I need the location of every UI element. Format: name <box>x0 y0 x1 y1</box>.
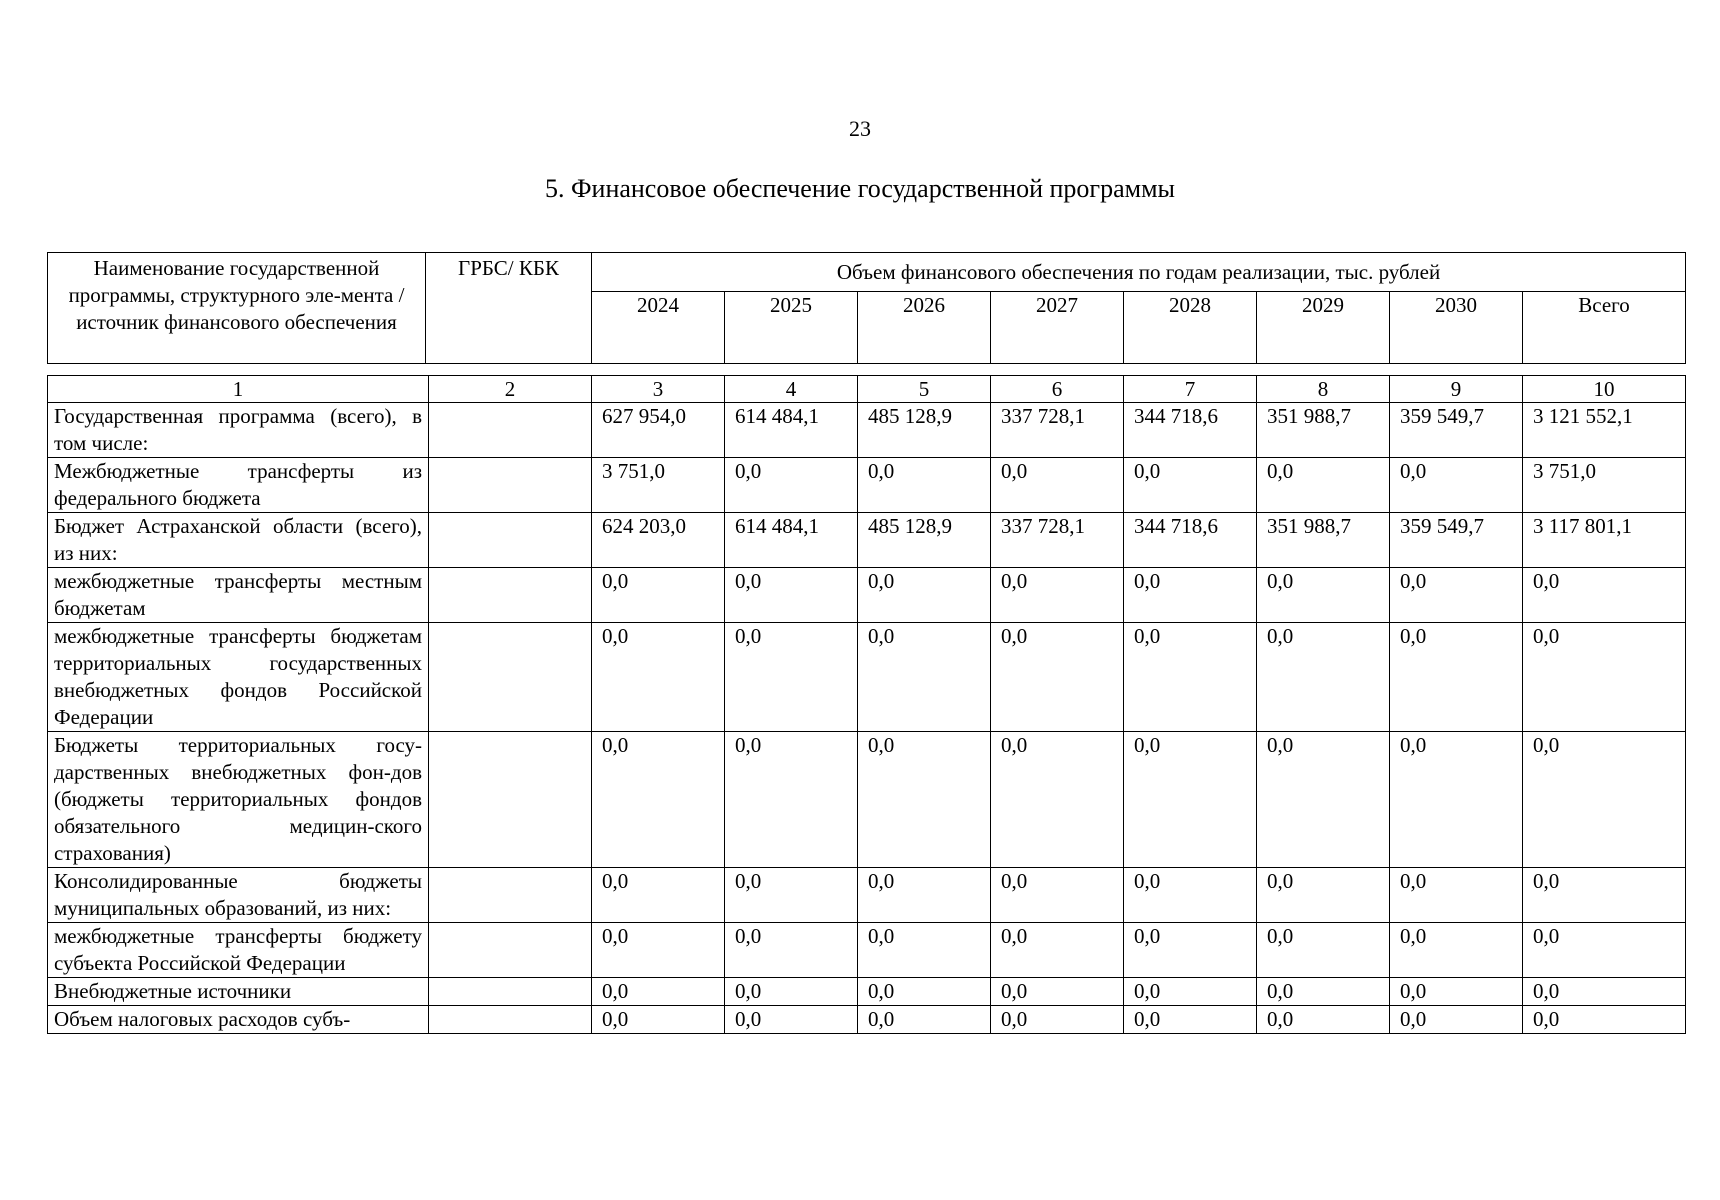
table-row <box>48 458 1686 513</box>
column-number: 2 <box>429 376 592 403</box>
row-year-value: 0,0 <box>858 868 991 923</box>
column-number-row <box>48 376 1686 403</box>
row-year-value: 0,0 <box>991 923 1124 978</box>
row-year-value: 0,0 <box>1257 1006 1390 1034</box>
row-year-value: 0,0 <box>592 868 725 923</box>
row-year-value: 351 988,7 <box>1257 513 1390 568</box>
row-name: Межбюджетные трансферты из федерального бюджета <box>48 458 429 513</box>
row-year-value: 0,0 <box>1257 458 1390 513</box>
row-year-value: 359 549,7 <box>1390 513 1523 568</box>
year-header: 2029 <box>1257 292 1390 364</box>
row-year-value: 0,0 <box>858 458 991 513</box>
row-year-value: 0,0 <box>1390 978 1523 1006</box>
row-year-value: 485 128,9 <box>858 403 991 458</box>
row-year-value: 0,0 <box>1390 1006 1523 1034</box>
row-grbs <box>429 923 592 978</box>
row-year-value: 0,0 <box>725 732 858 868</box>
row-year-value: 0,0 <box>725 568 858 623</box>
row-total-value: 0,0 <box>1523 732 1686 868</box>
row-year-value: 0,0 <box>991 568 1124 623</box>
row-grbs <box>429 568 592 623</box>
row-year-value: 344 718,6 <box>1124 513 1257 568</box>
row-total-value: 0,0 <box>1523 868 1686 923</box>
row-year-value: 0,0 <box>725 923 858 978</box>
row-grbs <box>429 403 592 458</box>
row-grbs <box>429 1006 592 1034</box>
row-year-value: 0,0 <box>1257 568 1390 623</box>
row-year-value: 614 484,1 <box>725 513 858 568</box>
row-year-value: 0,0 <box>725 978 858 1006</box>
section-title: 5. Финансовое обеспечение государственной программы <box>544 174 1176 203</box>
column-number: 10 <box>1523 376 1686 403</box>
row-total-value: 3 117 801,1 <box>1523 513 1686 568</box>
row-year-value: 0,0 <box>1124 732 1257 868</box>
column-number: 6 <box>991 376 1124 403</box>
column-number: 1 <box>48 376 429 403</box>
row-year-value: 0,0 <box>592 1006 725 1034</box>
row-year-value: 0,0 <box>1390 732 1523 868</box>
column-header-name: Наименование государственной программы, структурного эле-мента / источник финансового обеспечения <box>48 253 426 364</box>
row-year-value: 0,0 <box>725 458 858 513</box>
row-year-value: 359 549,7 <box>1390 403 1523 458</box>
table-row <box>48 868 1686 923</box>
row-year-value: 0,0 <box>1257 868 1390 923</box>
row-total-value: 3 121 552,1 <box>1523 403 1686 458</box>
column-number: 8 <box>1257 376 1390 403</box>
year-header: 2027 <box>991 292 1124 364</box>
column-number: 9 <box>1390 376 1523 403</box>
row-total-value: 0,0 <box>1523 978 1686 1006</box>
row-year-value: 0,0 <box>991 978 1124 1006</box>
table-row <box>48 923 1686 978</box>
row-year-value: 3 751,0 <box>592 458 725 513</box>
row-year-value: 0,0 <box>1124 923 1257 978</box>
row-year-value: 0,0 <box>592 732 725 868</box>
row-name: межбюджетные трансферты местным бюджетам <box>48 568 429 623</box>
row-total-value: 0,0 <box>1523 1006 1686 1034</box>
row-year-value: 0,0 <box>592 923 725 978</box>
row-year-value: 627 954,0 <box>592 403 725 458</box>
row-total-value: 0,0 <box>1523 568 1686 623</box>
row-name: Консолидированные бюджеты муниципальных образований, из них: <box>48 868 429 923</box>
row-year-value: 0,0 <box>858 923 991 978</box>
row-year-value: 0,0 <box>858 732 991 868</box>
year-header: 2030 <box>1390 292 1523 364</box>
row-year-value: 344 718,6 <box>1124 403 1257 458</box>
table-row <box>48 568 1686 623</box>
row-year-value: 0,0 <box>1257 623 1390 732</box>
column-number: 7 <box>1124 376 1257 403</box>
column-number: 4 <box>725 376 858 403</box>
row-year-value: 0,0 <box>1257 923 1390 978</box>
row-name: Бюджеты территориальных госу-дарственных внебюджетных фон-дов (бюджеты территориальных фондов обязательного медицин-ского страхования) <box>48 732 429 868</box>
row-year-value: 0,0 <box>1390 623 1523 732</box>
row-year-value: 0,0 <box>1124 568 1257 623</box>
year-header: 2025 <box>725 292 858 364</box>
row-year-value: 0,0 <box>1124 868 1257 923</box>
row-grbs <box>429 458 592 513</box>
row-year-value: 0,0 <box>1124 978 1257 1006</box>
row-grbs <box>429 868 592 923</box>
row-name: Бюджет Астраханской области (всего), из них: <box>48 513 429 568</box>
financing-table-header <box>47 252 1686 364</box>
table-row <box>48 513 1686 568</box>
row-year-value: 0,0 <box>858 978 991 1006</box>
row-grbs <box>429 513 592 568</box>
row-name: межбюджетные трансферты бюджетам территориальных государственных внебюджетных фондов Российской Федерации <box>48 623 429 732</box>
table-row <box>48 1006 1686 1034</box>
year-header: 2026 <box>858 292 991 364</box>
row-year-value: 0,0 <box>725 623 858 732</box>
row-year-value: 0,0 <box>858 623 991 732</box>
row-year-value: 0,0 <box>725 868 858 923</box>
row-year-value: 0,0 <box>991 458 1124 513</box>
row-name: Внебюджетные источники <box>48 978 429 1006</box>
row-year-value: 0,0 <box>1124 1006 1257 1034</box>
row-total-value: 3 751,0 <box>1523 458 1686 513</box>
row-year-value: 337 728,1 <box>991 513 1124 568</box>
row-year-value: 624 203,0 <box>592 513 725 568</box>
row-year-value: 0,0 <box>592 568 725 623</box>
row-grbs <box>429 623 592 732</box>
row-year-value: 0,0 <box>991 868 1124 923</box>
row-year-value: 614 484,1 <box>725 403 858 458</box>
table-row <box>48 403 1686 458</box>
row-grbs <box>429 732 592 868</box>
row-year-value: 0,0 <box>858 568 991 623</box>
page-number: 23 <box>849 116 871 141</box>
row-total-value: 0,0 <box>1523 623 1686 732</box>
row-year-value: 0,0 <box>991 732 1124 868</box>
row-year-value: 485 128,9 <box>858 513 991 568</box>
year-header: 2024 <box>592 292 725 364</box>
row-year-value: 0,0 <box>858 1006 991 1034</box>
row-grbs <box>429 978 592 1006</box>
total-header: Всего <box>1523 292 1686 364</box>
row-year-value: 0,0 <box>592 978 725 1006</box>
row-year-value: 0,0 <box>991 1006 1124 1034</box>
row-year-value: 351 988,7 <box>1257 403 1390 458</box>
row-name: межбюджетные трансферты бюджету субъекта Российской Федерации <box>48 923 429 978</box>
column-number: 5 <box>858 376 991 403</box>
row-year-value: 0,0 <box>1257 978 1390 1006</box>
column-header-volume: Объем финансового обеспечения по годам реализации, тыс. рублей <box>592 253 1686 292</box>
row-year-value: 0,0 <box>991 623 1124 732</box>
table-row <box>48 978 1686 1006</box>
row-year-value: 0,0 <box>1257 732 1390 868</box>
row-year-value: 0,0 <box>1390 568 1523 623</box>
table-row <box>48 732 1686 868</box>
row-name: Объем налоговых расходов субъ- <box>48 1006 429 1034</box>
row-year-value: 0,0 <box>1390 868 1523 923</box>
row-year-value: 0,0 <box>1390 458 1523 513</box>
row-name: Государственная программа (всего), в том числе: <box>48 403 429 458</box>
row-year-value: 0,0 <box>1124 623 1257 732</box>
row-year-value: 0,0 <box>1124 458 1257 513</box>
table-row <box>48 623 1686 732</box>
row-year-value: 0,0 <box>592 623 725 732</box>
row-year-value: 0,0 <box>1390 923 1523 978</box>
financing-table-body <box>47 375 1686 1034</box>
row-year-value: 0,0 <box>725 1006 858 1034</box>
column-number: 3 <box>592 376 725 403</box>
row-year-value: 337 728,1 <box>991 403 1124 458</box>
column-header-grbs: ГРБС/ КБК <box>426 253 592 364</box>
year-header: 2028 <box>1124 292 1257 364</box>
row-total-value: 0,0 <box>1523 923 1686 978</box>
